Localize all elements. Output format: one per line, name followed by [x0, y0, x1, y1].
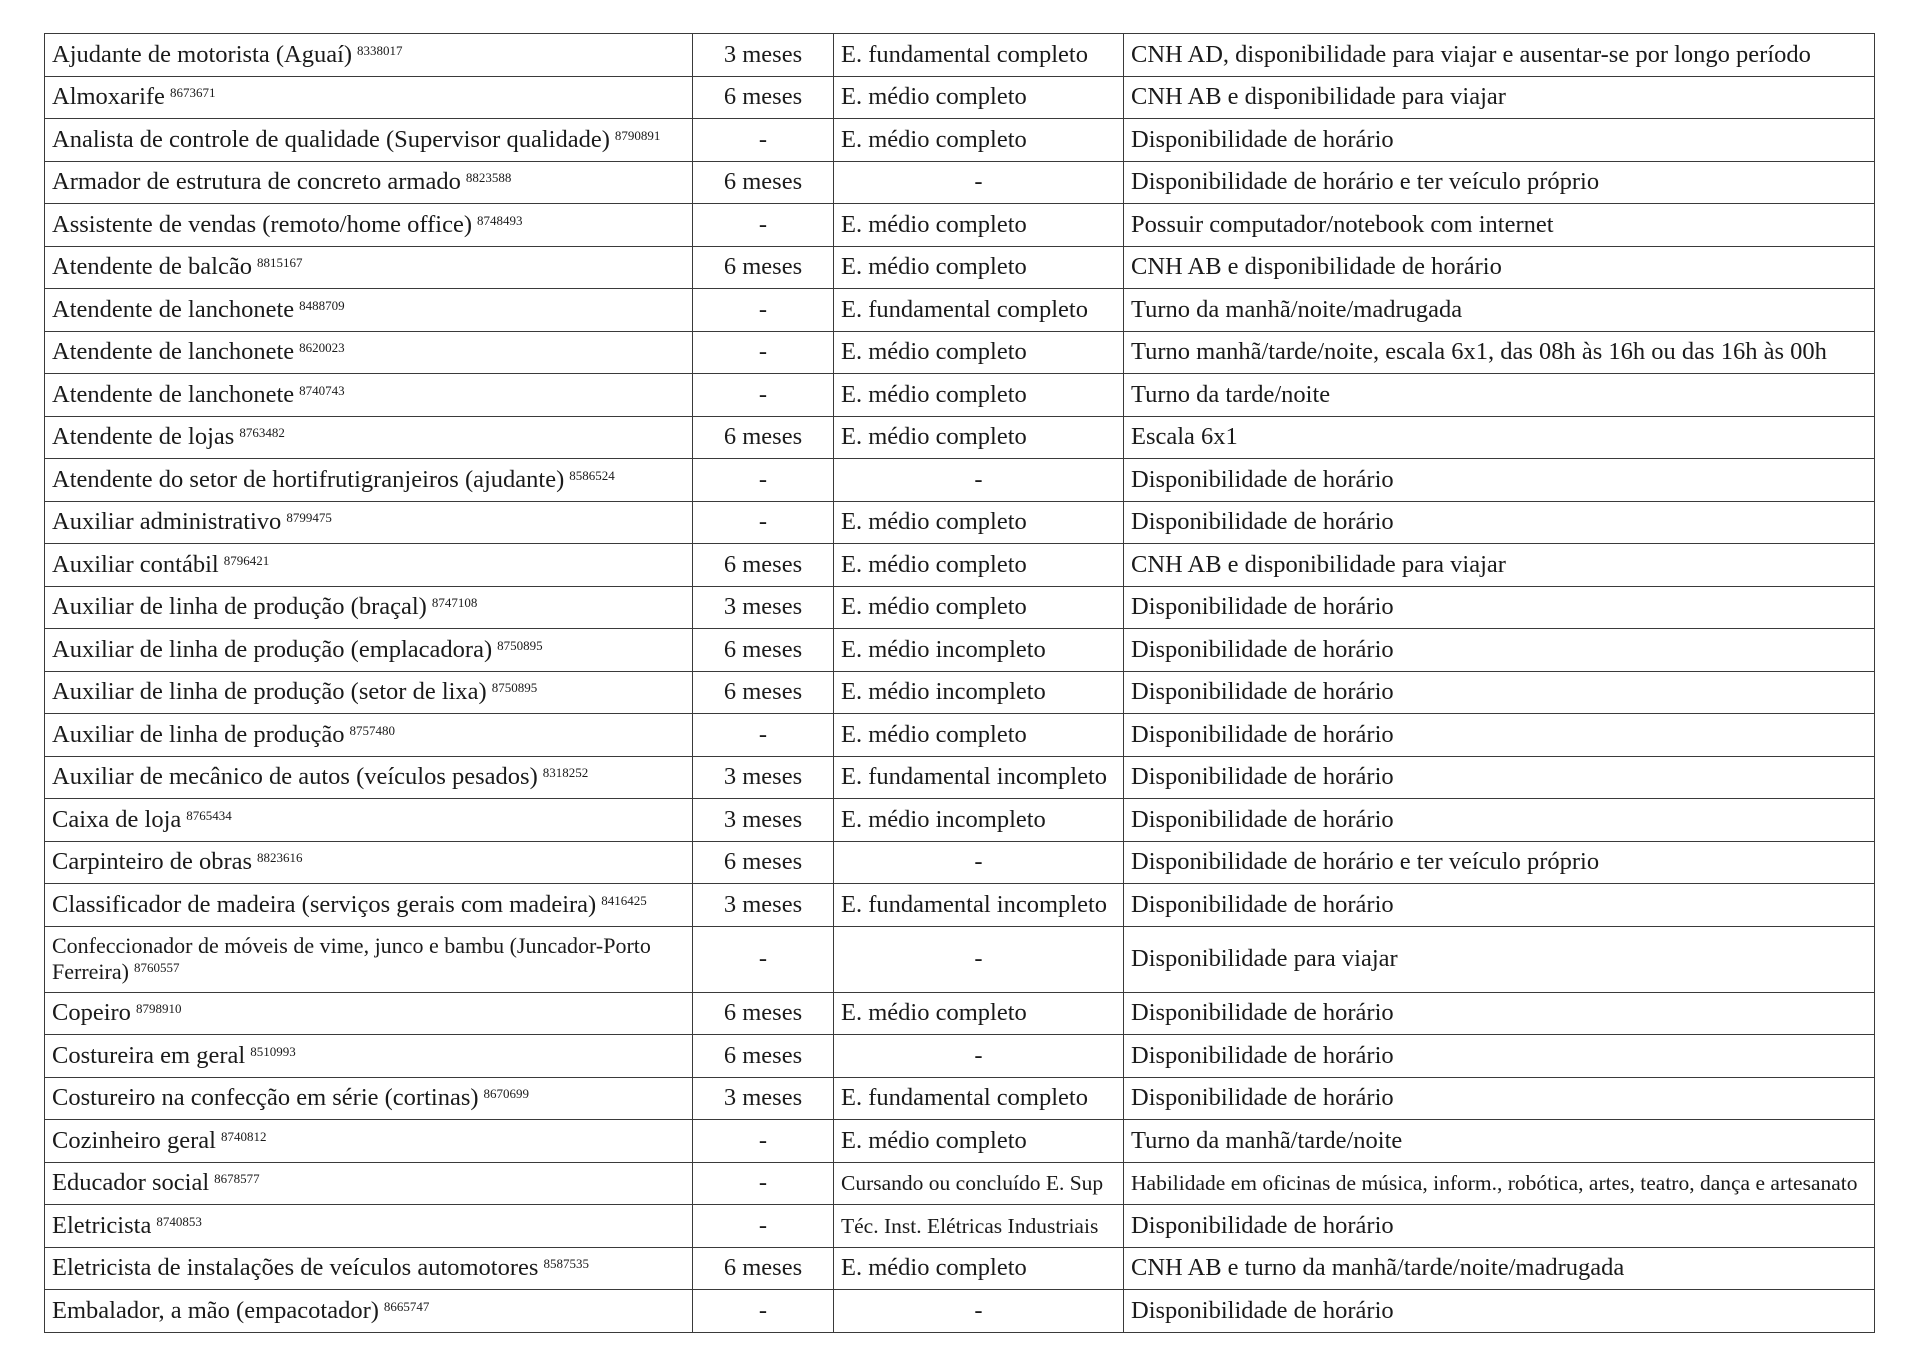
job-title-cell: [45, 1290, 693, 1333]
requirements-cell: Habilidade em oficinas de música, inform., robótica, artes, teatro, dança e artesanato: [1124, 1162, 1875, 1205]
education-cell: E. médio completo: [834, 331, 1124, 374]
experience-cell: -: [693, 714, 834, 757]
job-code: 8338017: [357, 42, 403, 58]
job-title-cell: [45, 76, 693, 119]
education-cell: E. médio completo: [834, 119, 1124, 162]
job-row: [45, 884, 1875, 927]
job-row: [45, 416, 1875, 459]
job-row: [45, 714, 1875, 757]
requirements-cell: Disponibilidade de horário: [1124, 992, 1875, 1035]
job-title-cell: [45, 799, 693, 842]
job-row: [45, 799, 1875, 842]
job-code: 8757480: [349, 722, 396, 738]
job-row: [45, 756, 1875, 799]
education-cell: -: [834, 459, 1124, 502]
job-code: 8748493: [477, 212, 523, 228]
education-cell: E. médio completo: [834, 1247, 1124, 1290]
requirements-cell: Disponibilidade de horário: [1124, 714, 1875, 757]
job-code: 8510993: [250, 1043, 296, 1059]
job-code: 8586524: [569, 467, 615, 483]
job-title: Auxiliar de linha de produção: [52, 720, 345, 748]
job-title: Assistente de vendas (remoto/home office): [52, 210, 473, 238]
job-title-cell: [45, 161, 693, 204]
experience-cell: -: [693, 926, 834, 992]
experience-cell: 6 meses: [693, 416, 834, 459]
education-cell: -: [834, 926, 1124, 992]
education-cell: E. médio completo: [834, 586, 1124, 629]
job-title: Classificador de madeira (serviços gerais com madeira): [52, 890, 597, 918]
job-row: [45, 586, 1875, 629]
job-title: Costureiro na confecção em série (cortinas): [52, 1084, 479, 1112]
job-code: 8587535: [543, 1256, 589, 1272]
job-listings-table: [44, 33, 1875, 1333]
education-cell: -: [834, 1035, 1124, 1078]
job-code: 8823588: [465, 170, 512, 186]
education-cell: E. médio completo: [834, 1120, 1124, 1163]
experience-cell: 3 meses: [693, 1077, 834, 1120]
requirements-cell: CNH AB e turno da manhã/tarde/noite/madrugada: [1124, 1247, 1875, 1290]
job-title: Auxiliar de linha de produção (braçal): [52, 593, 427, 621]
requirements-cell: Disponibilidade de horário: [1124, 1290, 1875, 1333]
job-code: 8416425: [601, 892, 647, 908]
requirements-cell: Disponibilidade de horário: [1124, 799, 1875, 842]
job-code: 8620023: [299, 340, 345, 356]
job-title-cell: [45, 586, 693, 629]
job-row: [45, 34, 1875, 77]
experience-cell: -: [693, 331, 834, 374]
experience-cell: 3 meses: [693, 34, 834, 77]
experience-cell: 6 meses: [693, 1247, 834, 1290]
job-title: Auxiliar contábil: [52, 550, 219, 578]
education-cell: E. médio completo: [834, 204, 1124, 247]
experience-cell: -: [693, 1205, 834, 1248]
education-cell: E. fundamental completo: [834, 289, 1124, 332]
job-title: Eletricista: [52, 1211, 152, 1239]
job-title: Auxiliar administrativo: [52, 508, 282, 536]
education-cell: E. fundamental completo: [834, 34, 1124, 77]
job-title-cell: [45, 289, 693, 332]
job-title-cell: [45, 459, 693, 502]
requirements-cell: Disponibilidade de horário: [1124, 501, 1875, 544]
requirements-cell: CNH AB e disponibilidade de horário: [1124, 246, 1875, 289]
job-row: [45, 1035, 1875, 1078]
job-code: 8747108: [431, 595, 478, 611]
job-title: Cozinheiro geral: [52, 1126, 216, 1154]
job-title: Atendente de lojas: [52, 423, 235, 451]
job-code: 8798910: [135, 1001, 182, 1017]
job-title-cell: [45, 926, 693, 992]
experience-cell: -: [693, 289, 834, 332]
job-code: 8796421: [223, 552, 270, 568]
job-title-cell: [45, 1247, 693, 1290]
job-title-cell: [45, 204, 693, 247]
experience-cell: 6 meses: [693, 992, 834, 1035]
requirements-cell: Disponibilidade de horário: [1124, 1205, 1875, 1248]
job-code: 8678577: [214, 1171, 260, 1187]
job-row: [45, 671, 1875, 714]
job-row: [45, 1120, 1875, 1163]
job-row: [45, 246, 1875, 289]
job-listings-body: [45, 34, 1875, 1333]
education-cell: E. médio completo: [834, 416, 1124, 459]
job-title: Carpinteiro de obras: [52, 848, 253, 876]
job-title: Copeiro: [52, 999, 131, 1027]
job-code: 8740812: [220, 1128, 267, 1144]
requirements-cell: Disponibilidade de horário e ter veículo próprio: [1124, 161, 1875, 204]
job-code: 8665747: [383, 1298, 430, 1314]
job-title-cell: [45, 1077, 693, 1120]
job-title-cell: [45, 1120, 693, 1163]
job-row: [45, 1205, 1875, 1248]
requirements-cell: Disponibilidade de horário: [1124, 459, 1875, 502]
job-title-cell: [45, 331, 693, 374]
requirements-cell: Disponibilidade de horário: [1124, 671, 1875, 714]
job-title-cell: [45, 34, 693, 77]
education-cell: E. médio completo: [834, 501, 1124, 544]
job-title: Auxiliar de linha de produção (setor de lixa): [52, 678, 487, 706]
job-title-cell: [45, 1035, 693, 1078]
education-cell: E. fundamental incompleto: [834, 756, 1124, 799]
requirements-cell: CNH AB e disponibilidade para viajar: [1124, 76, 1875, 119]
job-title: Atendente de lanchonete: [52, 338, 295, 366]
job-title-cell: [45, 119, 693, 162]
education-cell: E. médio incompleto: [834, 671, 1124, 714]
job-row: [45, 119, 1875, 162]
job-row: [45, 76, 1875, 119]
job-code: 8740743: [299, 382, 345, 398]
education-cell: E. médio completo: [834, 246, 1124, 289]
education-cell: E. médio incompleto: [834, 629, 1124, 672]
education-cell: E. médio completo: [834, 714, 1124, 757]
requirements-cell: Disponibilidade de horário: [1124, 119, 1875, 162]
job-title: Atendente de lanchonete: [52, 380, 295, 408]
job-title: Auxiliar de mecânico de autos (veículos pesados): [52, 763, 538, 791]
job-code: 8799475: [286, 510, 332, 526]
job-title-cell: [45, 416, 693, 459]
job-row: [45, 289, 1875, 332]
requirements-cell: Disponibilidade de horário: [1124, 629, 1875, 672]
experience-cell: 3 meses: [693, 884, 834, 927]
experience-cell: 6 meses: [693, 1035, 834, 1078]
job-row: [45, 501, 1875, 544]
job-row: [45, 629, 1875, 672]
job-row: [45, 1077, 1875, 1120]
education-cell: Cursando ou concluído E. Sup: [834, 1162, 1124, 1205]
requirements-cell: Disponibilidade de horário: [1124, 1077, 1875, 1120]
job-title: Atendente de balcão: [52, 253, 252, 281]
job-row: [45, 841, 1875, 884]
job-title-cell: [45, 374, 693, 417]
job-code: 8815167: [256, 255, 303, 271]
job-code: 8765434: [186, 807, 232, 823]
requirements-cell: Turno da manhã/tarde/noite: [1124, 1120, 1875, 1163]
requirements-cell: Disponibilidade para viajar: [1124, 926, 1875, 992]
job-row: [45, 459, 1875, 502]
job-title-cell: [45, 629, 693, 672]
requirements-cell: Turno manhã/tarde/noite, escala 6x1, das 08h às 16h ou das 16h às 00h: [1124, 331, 1875, 374]
job-code: 8673671: [169, 85, 216, 101]
education-cell: E. fundamental incompleto: [834, 884, 1124, 927]
job-title-cell: [45, 246, 693, 289]
job-code: 8823616: [257, 850, 303, 866]
job-title: Caixa de loja: [52, 805, 182, 833]
experience-cell: -: [693, 459, 834, 502]
experience-cell: 6 meses: [693, 544, 834, 587]
requirements-cell: Turno da manhã/noite/madrugada: [1124, 289, 1875, 332]
experience-cell: 3 meses: [693, 586, 834, 629]
job-title-cell: [45, 544, 693, 587]
job-title-cell: [45, 884, 693, 927]
job-row: [45, 992, 1875, 1035]
job-title-cell: [45, 841, 693, 884]
job-title-cell: [45, 501, 693, 544]
job-code: 8488709: [299, 297, 345, 313]
experience-cell: 6 meses: [693, 629, 834, 672]
job-row: [45, 204, 1875, 247]
experience-cell: 6 meses: [693, 76, 834, 119]
requirements-cell: Turno da tarde/noite: [1124, 374, 1875, 417]
job-row: [45, 1162, 1875, 1205]
experience-cell: 3 meses: [693, 756, 834, 799]
experience-cell: 6 meses: [693, 161, 834, 204]
education-cell: E. médio completo: [834, 76, 1124, 119]
education-cell: -: [834, 161, 1124, 204]
requirements-cell: Disponibilidade de horário: [1124, 1035, 1875, 1078]
job-title: Eletricista de instalações de veículos automotores: [52, 1254, 539, 1282]
job-code: 8763482: [239, 425, 285, 441]
job-row: [45, 161, 1875, 204]
job-title-cell: [45, 1205, 693, 1248]
experience-cell: -: [693, 501, 834, 544]
job-code: 8740853: [156, 1213, 202, 1229]
job-title-cell: [45, 992, 693, 1035]
experience-cell: -: [693, 1162, 834, 1205]
experience-cell: -: [693, 204, 834, 247]
education-cell: E. médio completo: [834, 992, 1124, 1035]
education-cell: E. médio incompleto: [834, 799, 1124, 842]
experience-cell: -: [693, 1120, 834, 1163]
job-title: Analista de controle de qualidade (Supervisor qualidade): [52, 125, 610, 153]
job-title: Armador de estrutura de concreto armado: [52, 168, 461, 196]
job-code: 8790891: [614, 127, 661, 143]
requirements-cell: Possuir computador/notebook com internet: [1124, 204, 1875, 247]
job-code: 8760557: [133, 960, 180, 975]
experience-cell: -: [693, 119, 834, 162]
experience-cell: 6 meses: [693, 841, 834, 884]
job-title-cell: [45, 671, 693, 714]
requirements-cell: Disponibilidade de horário: [1124, 756, 1875, 799]
job-code: 8750895: [491, 680, 538, 696]
job-title: Costureira em geral: [52, 1041, 246, 1069]
requirements-cell: Disponibilidade de horário e ter veículo próprio: [1124, 841, 1875, 884]
education-cell: -: [834, 841, 1124, 884]
job-title: Embalador, a mão (empacotador): [52, 1296, 379, 1324]
job-code: 8750895: [497, 637, 543, 653]
job-row: [45, 1247, 1875, 1290]
job-title-cell: [45, 714, 693, 757]
education-cell: E. médio completo: [834, 374, 1124, 417]
job-title: Ajudante de motorista (Aguaí): [52, 40, 353, 68]
job-title: Confeccionador de móveis de vime, junco e bambu (Juncador-Porto Ferreira): [52, 933, 651, 984]
education-cell: E. fundamental completo: [834, 1077, 1124, 1120]
job-row: [45, 1290, 1875, 1333]
experience-cell: 6 meses: [693, 671, 834, 714]
requirements-cell: CNH AB e disponibilidade para viajar: [1124, 544, 1875, 587]
education-cell: -: [834, 1290, 1124, 1333]
education-cell: E. médio completo: [834, 544, 1124, 587]
job-title-cell: [45, 1162, 693, 1205]
job-title: Educador social: [52, 1169, 210, 1197]
job-title: Atendente do setor de hortifrutigranjeiros (ajudante): [52, 465, 565, 493]
job-row: [45, 331, 1875, 374]
requirements-cell: CNH AD, disponibilidade para viajar e ausentar-se por longo período: [1124, 34, 1875, 77]
job-title-cell: [45, 756, 693, 799]
experience-cell: 3 meses: [693, 799, 834, 842]
experience-cell: -: [693, 374, 834, 417]
job-code: 8670699: [483, 1086, 530, 1102]
experience-cell: 6 meses: [693, 246, 834, 289]
job-row: [45, 374, 1875, 417]
experience-cell: -: [693, 1290, 834, 1333]
job-row: [45, 544, 1875, 587]
job-title: Auxiliar de linha de produção (emplacadora): [52, 635, 493, 663]
job-title: Almoxarife: [52, 83, 165, 111]
requirements-cell: Disponibilidade de horário: [1124, 884, 1875, 927]
requirements-cell: Escala 6x1: [1124, 416, 1875, 459]
education-cell: Téc. Inst. Elétricas Industriais: [834, 1205, 1124, 1248]
job-row: [45, 926, 1875, 992]
job-title: Atendente de lanchonete: [52, 295, 295, 323]
requirements-cell: Disponibilidade de horário: [1124, 586, 1875, 629]
job-code: 8318252: [542, 765, 589, 781]
